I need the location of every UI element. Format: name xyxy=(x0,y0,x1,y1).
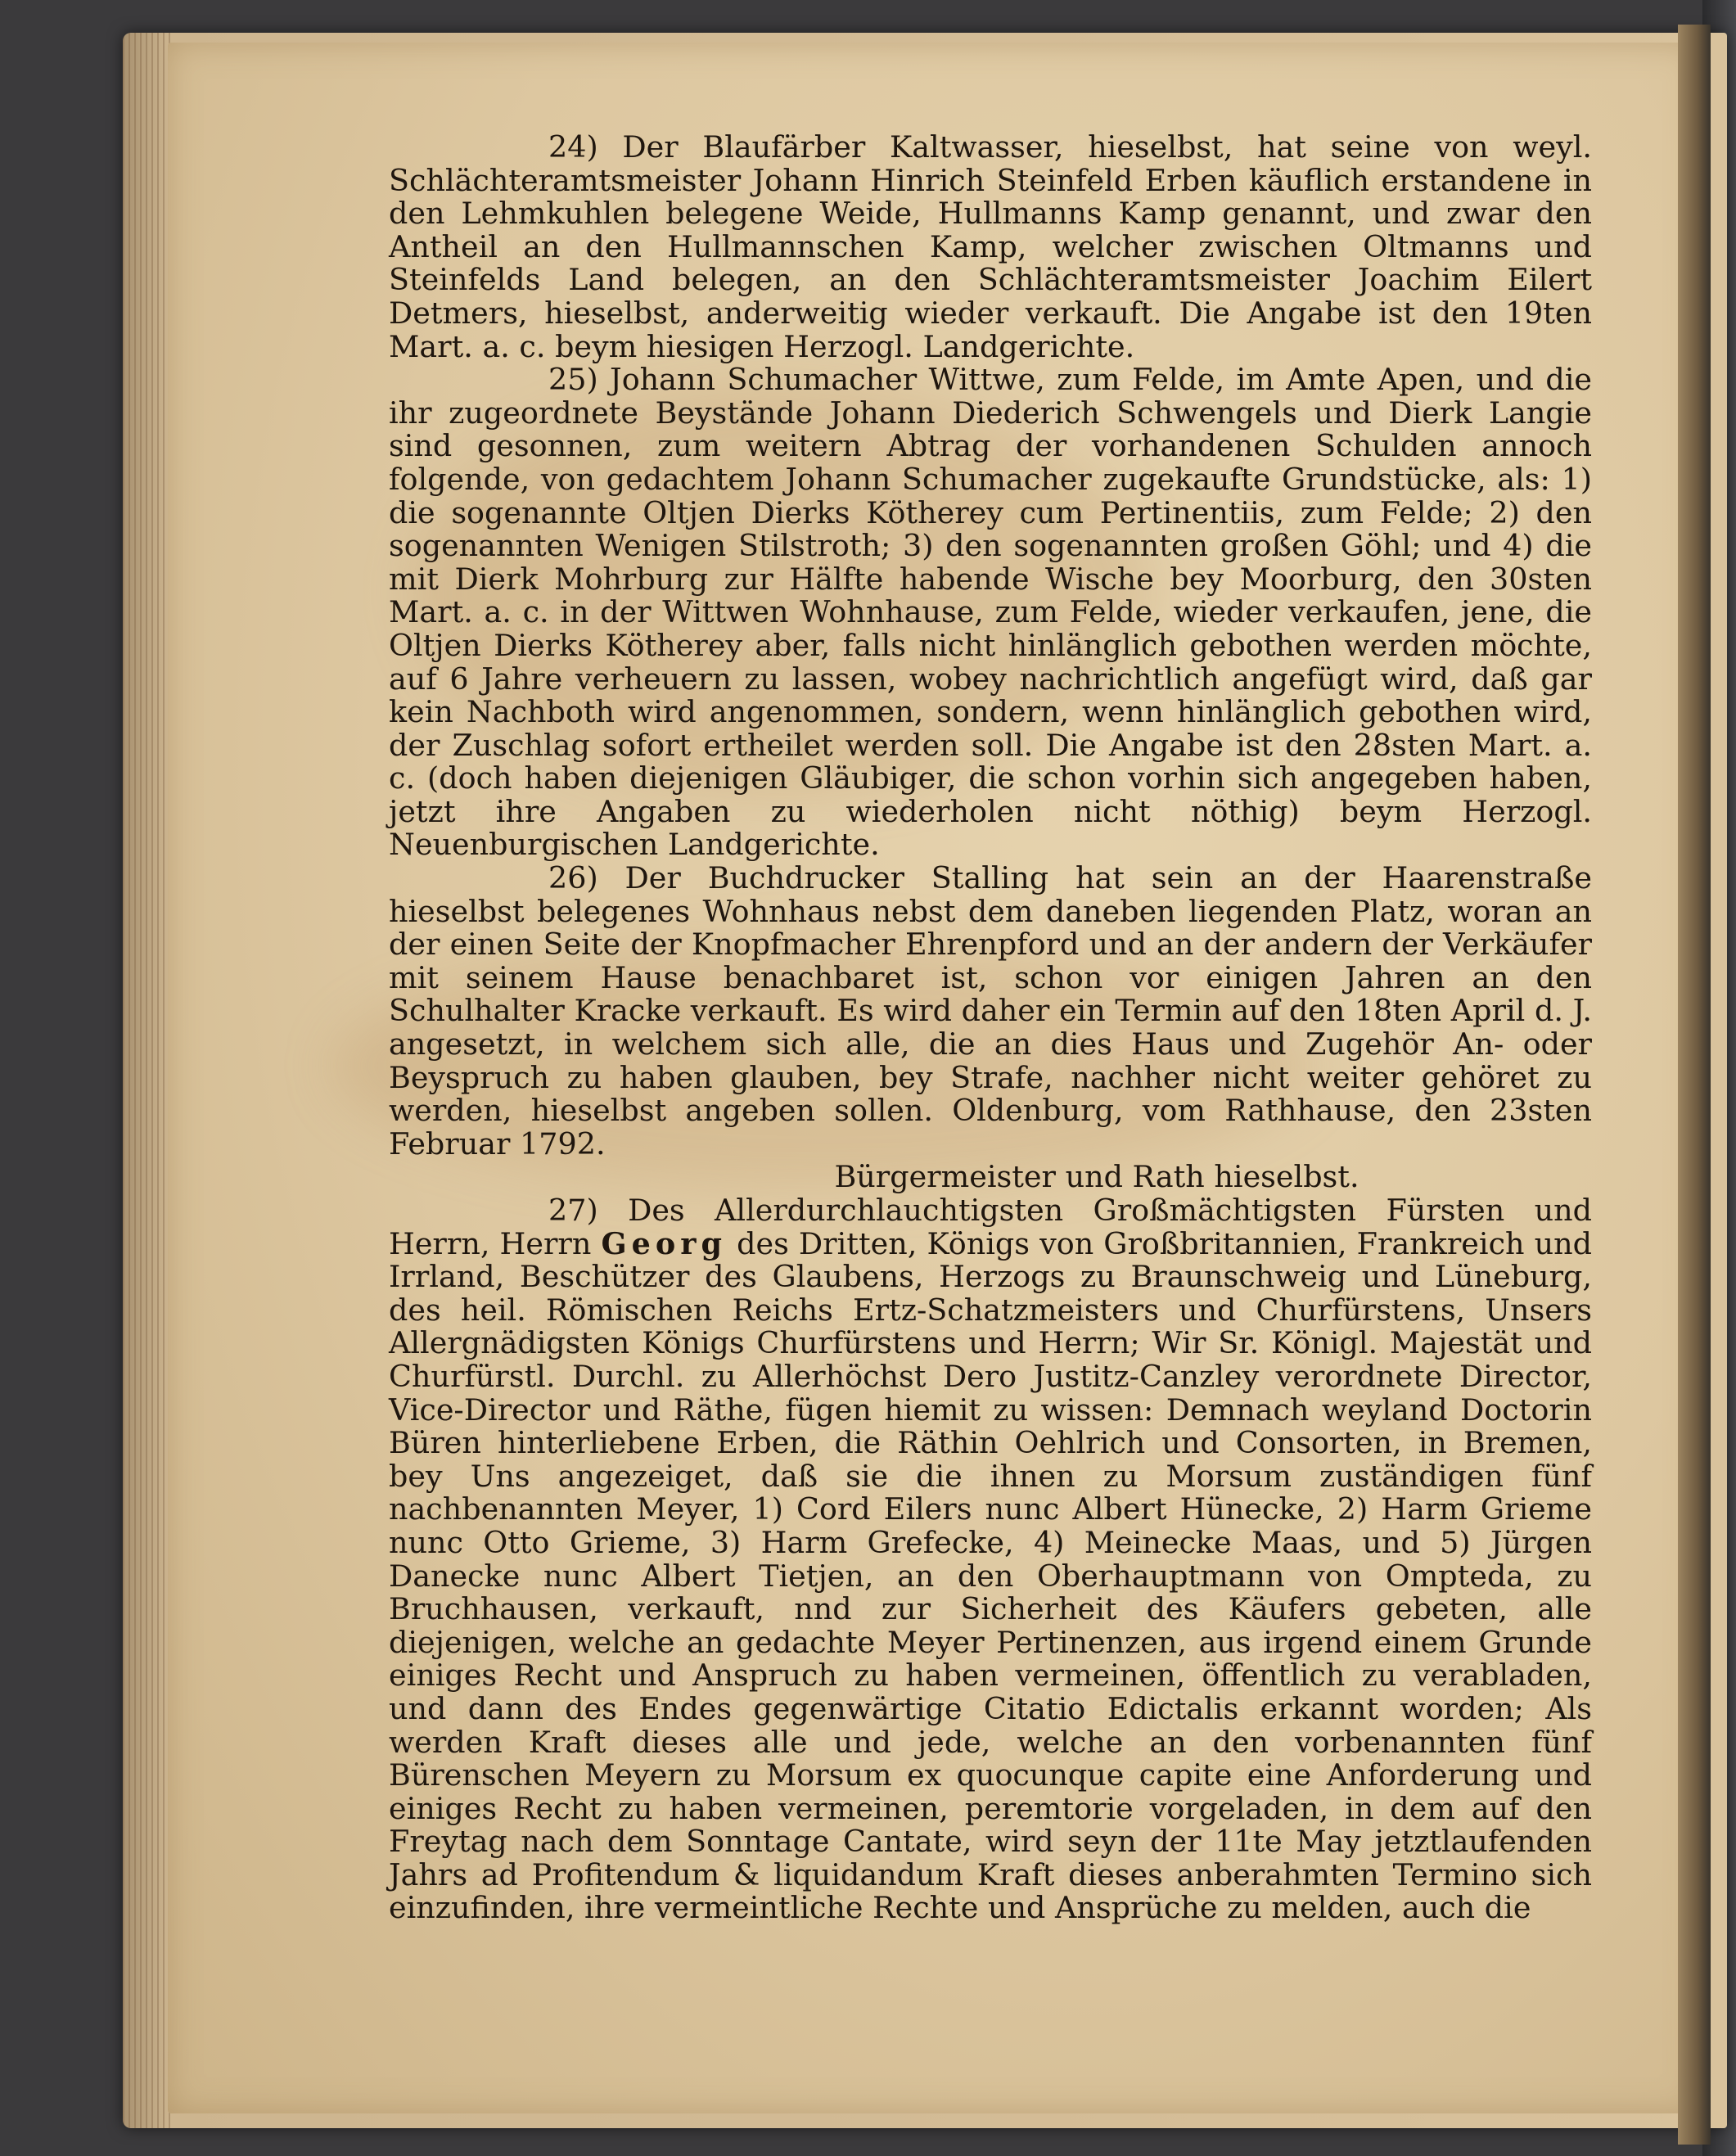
page-stack-lines xyxy=(123,33,172,2128)
notice-27-lead: 27) Des Allerdurchlauchtigsten Großmächtigsten Fürsten und Herrn, Herrn xyxy=(389,1193,1592,1261)
notice-26: 26) Der Buchdrucker Stalling hat sein an der Haarenstraße hieselbst belegenes Wohnhaus nebst dem daneben liegenden Platz, woran an der einen Seite der Knopfmacher Ehrenpford und an der andern der Verkäufer mit seinem Hause benachbaret ist, schon vor einigen Jahren an den Schulhalter Kracke verkauft. Es wird daher ein Termin auf den 18ten April d. J. angesetzt, in welchem sich alle, die an dies Haus und Zugehör An- oder Beyspruch zu haben glauben, bey Strafe, nachher nicht weiter gehöret zu werden, hieselbst angeben sollen. Oldenburg, vom Rathhause, den 23sten Februar 1792. xyxy=(389,860,1592,1161)
notice-25: 25) Johann Schumacher Wittwe, zum Felde, im Amte Apen, und die ihr zugeordnete Beystände Johann Diederich Schwengels und Dierk Langie sind gesonnen, zum weitern Abtrag der vorhandenen Schulden annoch folgende, von gedachtem Johann Schumacher zugekaufte Grundstücke, als: 1) die sogenannte Oltjen Dierks Kötherey cum Pertinentiis, zum Felde; 2) den sogenannten Wenigen Stilstroth; 3) den sogenannten großen Göhl; und 4) die mit Dierk Mohrburg zur Hälfte habende Wische bey Moorburg, den 30sten Mart. a. c. in der Wittwen Wohnhause, zum Felde, wieder verkaufen, jene, die Oltjen Dierks Kötherey aber, falls nicht hinlänglich gebothen werden möchte, auf 6 Jahre verheuern zu lassen, wobey nachrichtlich angefügt wird, daß gar kein Nachboth wird angenommen, sondern, wenn hinlänglich gebothen wird, der Zuschlag sofort ertheilet werden soll. Die Angabe ist den 28sten Mart. a. c. (doch haben diejenigen Gläubiger, die schon vorhin sich angegeben haben, jetzt ihre Angaben zu wiederholen nicht nöthig) beym Herzogl. Neuenburgischen Landgerichte. xyxy=(389,362,1592,863)
signature-line: Bürgermeister und Rath hieselbst. xyxy=(834,1159,1359,1195)
book-gutter xyxy=(1678,25,1711,2145)
notice-27 xyxy=(389,1194,1592,1925)
notice-27-text: des Dritten, Königs von Großbritannien, Frankreich und Irrland, Beschützer des Glaubens, Herzogs zu Braunschweig und Lüneburg, des heil. Römischen Reichs Ertz-Schatzmeisters und Churfürstens, Unsers Allergnädigsten Königs Churfürstens und Herrn; Wir Sr. Königl. Majestät und Churfürstl. Durchl. zu Allerhöchst Dero Justitz-Canzley verordnete Director, Vice-Director und Räthe, fügen hiemit zu wissen: Demnach weyland Doctorin Büren hinterliebene Erben, die Räthin Oehlrich und Consorten, in Bremen, bey Uns angezeiget, daß sie die ihnen zu Morsum zuständigen fünf nachbenannten Meyer, 1) Cord Eilers nunc Albert Hünecke, 2) Harm Grieme nunc Otto Grieme, 3) Harm Grefecke, 4) Meinecke Maas, und 5) Jürgen Danecke nunc Albert Tietjen, an den Oberhauptmann von Ompteda, zu Bruchhausen, verkauft, nnd zur Sicherheit des Käufers gebeten, alle diejenigen, welche an gedachte Meyer Pertinenzen, aus irgend einem Grunde einiges Recht und Anspruch zu haben vermeinen, öffentlich zu verabladen, und dann des Endes gegenwärtige Citatio Edictalis erkannt worden; Als werden Kraft dieses alle und jede, welche an den vorbenannten fünf Bürenschen Meyern zu Morsum ex quocunque capite eine Anforderung und einiges Recht zu haben vermeinen, peremtorie vorgeladen, in dem auf den Freytag nach dem Sonntage Cantate, wird seyn der 11te May jetztlaufenden Jahrs ad Profitendum & liquidandum Kraft dieses anberahmten Termino sich einzufinden, ihre vermeintliche Rechte und Ansprüche zu melden, auch die xyxy=(389,1225,1593,1926)
notice-27-name: Georg xyxy=(601,1225,727,1261)
notice-24: 24) Der Blaufärber Kaltwasser, hieselbst, hat seine von weyl. Schlächteramtsmeister Johann Hinrich Steinfeld Erben käuflich erstandene in den Lehmkuhlen belegene Weide, Hullmanns Kamp genannt, und zwar den Antheil an den Hullmannschen Kamp, welcher zwischen Oltmanns und Steinfelds Land belegen, an den Schlächteramtsmeister Joachim Eilert Detmers, hieselbst, anderweitig wieder verkauft. Die Angabe ist den 19ten Mart. a. c. beym hiesigen Herzogl. Landgerichte. xyxy=(389,129,1592,364)
page-text xyxy=(389,131,1592,1925)
